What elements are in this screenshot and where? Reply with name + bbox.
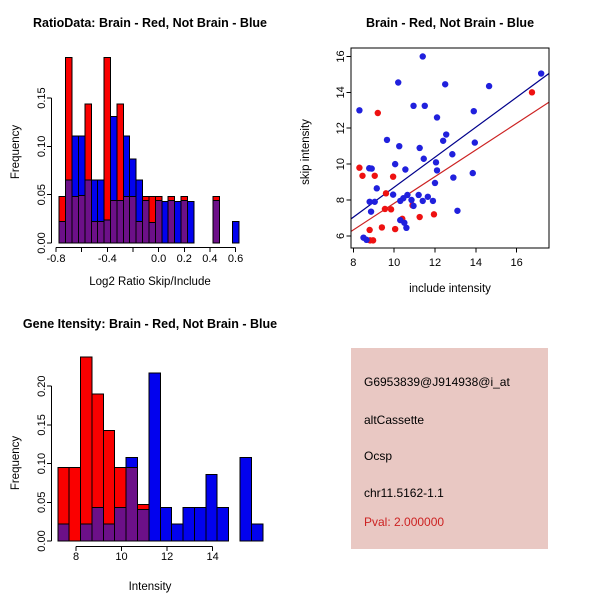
data-point <box>402 166 408 172</box>
intensity-hist-title: Gene Itensity: Brain - Red, Not Brain - Blue <box>22 317 278 331</box>
tick-label: 8 <box>72 551 80 563</box>
data-point <box>415 192 421 198</box>
data-point <box>472 139 478 145</box>
data-point <box>400 195 406 201</box>
data-point <box>538 70 544 76</box>
data-point <box>430 198 436 204</box>
data-point <box>431 211 437 217</box>
data-point <box>395 79 401 85</box>
histogram-overlap-bar <box>126 467 137 541</box>
data-point <box>454 208 460 214</box>
ratio-hist-ylabel: Frequency <box>10 124 22 180</box>
histogram-bar <box>69 467 80 541</box>
tick-label: 0.2 <box>176 253 192 265</box>
histogram-overlap-bar <box>104 220 110 243</box>
tick-label: 0.00 <box>36 232 48 254</box>
tick-label: 0.10 <box>36 135 48 158</box>
tick-label: 0.15 <box>36 414 48 436</box>
scatter-xlabel: include intensity <box>409 283 491 295</box>
data-point <box>392 226 398 232</box>
ratio-hist-title: RatioData: Brain - Red, Not Brain - Blue <box>32 16 268 30</box>
tick-label: 0.00 <box>36 530 48 552</box>
histogram-overlap-bar <box>91 222 97 243</box>
tick-label: 14 <box>469 257 482 269</box>
data-point <box>379 224 385 230</box>
pval-text: Pval: 2.000000 <box>364 515 445 529</box>
brain-fit-line <box>351 102 549 231</box>
data-point <box>356 107 362 113</box>
not-brain-fit-line <box>351 74 549 219</box>
data-point <box>440 138 446 144</box>
histogram-overlap-bar <box>58 524 69 541</box>
histogram-bar <box>175 201 181 243</box>
data-point <box>408 197 414 203</box>
histogram-overlap-bar <box>168 200 174 243</box>
histogram-overlap-bar <box>78 196 84 243</box>
data-point <box>442 81 448 87</box>
ratio-hist-xlabel: Log2 Ratio Skip/Include <box>89 276 211 288</box>
intensity-histogram <box>36 357 263 563</box>
ratio-histogram-bars <box>59 58 239 243</box>
histogram-bar <box>160 508 171 541</box>
histogram-overlap-bar <box>155 200 161 243</box>
histogram-overlap-bar <box>103 524 114 541</box>
scatter-plot <box>335 48 549 269</box>
histogram-bar <box>232 222 238 243</box>
data-point <box>486 83 492 89</box>
scatter-axes <box>335 48 549 269</box>
histogram-overlap-bar <box>123 197 129 243</box>
tick-label: 0.20 <box>36 375 48 397</box>
data-point <box>370 237 376 243</box>
histogram-overlap-bar <box>213 200 219 243</box>
ratio-histogram-x-axis <box>47 248 244 266</box>
probe-id-text: G6953839@J914938@i_at <box>364 375 510 389</box>
histogram-overlap-bar <box>81 524 92 541</box>
tick-label: 12 <box>428 257 442 269</box>
histogram-overlap-bar <box>115 508 126 541</box>
data-point <box>382 206 388 212</box>
ratio-histogram-y-axis <box>36 87 52 253</box>
data-point <box>471 108 477 114</box>
tick-label: 0.15 <box>36 87 48 109</box>
data-point <box>434 167 440 173</box>
scatter-ylabel: skip intensity <box>300 119 312 185</box>
histogram-bar <box>104 58 110 243</box>
tick-label: 10 <box>115 551 128 563</box>
data-point <box>450 174 456 180</box>
tick-label: 8 <box>335 196 347 204</box>
histogram-overlap-bar <box>143 200 149 243</box>
data-point <box>356 165 362 171</box>
ratio-histogram <box>36 58 243 265</box>
tick-label: 0.4 <box>202 253 218 265</box>
splice-type-text: altCassette <box>364 413 425 427</box>
histogram-overlap-bar <box>130 197 136 243</box>
data-point <box>372 173 378 179</box>
data-point <box>410 203 416 209</box>
data-point <box>449 151 455 157</box>
histogram-bar <box>206 474 217 541</box>
data-point <box>470 170 476 176</box>
intensity-histogram-y-axis <box>36 375 52 551</box>
histogram-overlap-bar <box>85 180 91 243</box>
histogram-bar <box>187 201 193 243</box>
data-point <box>410 103 416 109</box>
tick-label: -0.4 <box>97 253 117 265</box>
data-point <box>396 143 402 149</box>
scatter-title: Brain - Red, Not Brain - Blue <box>365 16 535 30</box>
histogram-overlap-bar <box>138 509 149 541</box>
locus-text: chr11.5162-1.1 <box>364 486 444 500</box>
histogram-bar <box>194 508 205 541</box>
data-point <box>529 89 535 95</box>
histogram-bar <box>81 357 92 541</box>
histogram-bar <box>183 508 194 541</box>
data-point <box>368 165 374 171</box>
tick-label: 10 <box>388 257 401 269</box>
histogram-overlap-bar <box>59 222 65 243</box>
tick-label: 0.6 <box>227 253 244 265</box>
data-point <box>388 206 394 212</box>
intensity-hist-xlabel: Intensity <box>128 581 172 593</box>
data-point <box>443 131 449 137</box>
gene-name-text: Ocsp <box>364 449 393 463</box>
data-point <box>390 173 396 179</box>
data-point <box>384 137 390 143</box>
histogram-bar <box>149 373 160 541</box>
data-point <box>434 114 440 120</box>
data-point <box>416 145 422 151</box>
tick-label: -0.8 <box>46 253 66 265</box>
histogram-overlap-bar <box>117 200 123 243</box>
tick-label: 10 <box>335 157 347 171</box>
histogram-bar <box>251 524 262 541</box>
data-point <box>374 185 380 191</box>
histogram-overlap-bar <box>66 180 72 243</box>
data-point <box>421 156 427 162</box>
data-point <box>366 227 372 233</box>
histogram-overlap-bar <box>98 222 104 243</box>
tick-label: 12 <box>160 551 174 563</box>
data-point <box>416 214 422 220</box>
tick-label: 0.05 <box>36 491 48 514</box>
tick-label: 12 <box>335 122 347 135</box>
histogram-overlap-bar <box>136 222 142 243</box>
data-point <box>372 199 378 205</box>
intensity-histogram-bars <box>58 357 263 541</box>
tick-label: 0.05 <box>36 183 48 206</box>
histogram-overlap-bar <box>149 223 155 243</box>
data-point <box>375 110 381 116</box>
intensity-hist-ylabel: Frequency <box>10 435 22 491</box>
data-point <box>433 159 439 165</box>
data-point <box>363 237 369 243</box>
data-point <box>392 161 398 167</box>
data-point <box>420 198 426 204</box>
data-point <box>359 173 365 179</box>
data-point <box>390 191 396 197</box>
histogram-overlap-bar <box>111 200 117 243</box>
tick-label: 16 <box>510 257 523 269</box>
histogram-bar <box>162 201 168 243</box>
data-point <box>383 190 389 196</box>
data-point <box>368 208 374 214</box>
gene-info-box <box>351 348 548 549</box>
histogram-bar <box>217 508 228 541</box>
intensity-histogram-x-axis <box>73 547 219 564</box>
tick-label: 14 <box>206 551 219 563</box>
scatter-points-not-brain <box>356 53 544 243</box>
tick-label: 0.0 <box>150 253 167 265</box>
tick-label: 16 <box>335 50 347 63</box>
tick-label: 6 <box>335 232 347 239</box>
data-point <box>432 180 438 186</box>
histogram-overlap-bar <box>92 508 103 541</box>
data-point <box>422 103 428 109</box>
histogram-bar <box>240 457 251 541</box>
tick-label: 14 <box>335 86 347 99</box>
scatter-points-brain <box>356 89 535 243</box>
histogram-bar <box>172 524 183 541</box>
data-point <box>420 53 426 59</box>
tick-label: 0.10 <box>36 452 48 475</box>
histogram-overlap-bar <box>72 197 78 243</box>
histogram-overlap-bar <box>181 200 187 243</box>
tick-label: 8 <box>350 257 357 269</box>
data-point <box>425 194 431 200</box>
data-point <box>403 225 409 231</box>
